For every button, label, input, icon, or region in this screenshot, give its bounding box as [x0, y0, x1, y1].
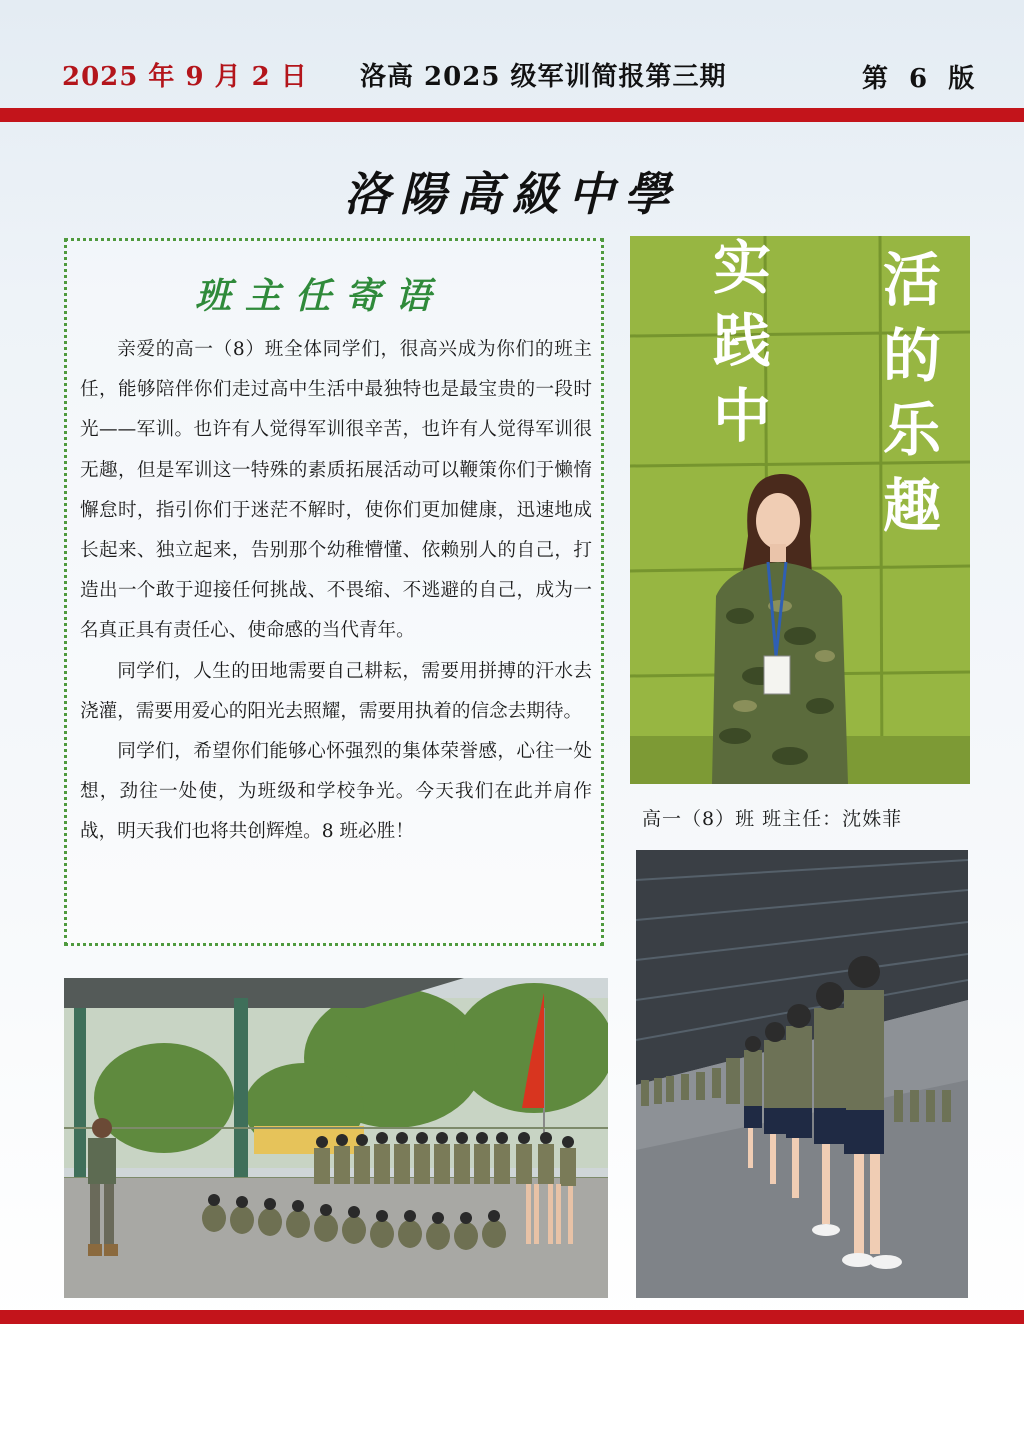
wall-char: 践 [712, 307, 772, 375]
wall-char: 的 [882, 322, 942, 390]
marching-photo [636, 850, 968, 1298]
teacher-photo-caption: 高一（8）班 班主任：沈姝菲 [642, 808, 903, 830]
wall-char: 趣 [882, 472, 942, 540]
top-divider [0, 108, 1024, 122]
letter-paragraph: 亲爱的高一（8）班全体同学们，很高兴成为你们的班主任，能够陪伴你们走过高中生活中最独特也是最宝贵的一段时光——军训。也许有人觉得军训很辛苦，也许有人觉得军训很无趣，但是军训这一特殊的素质拓展活动可以鞭策你们于懒惰懈怠时，指引你们于迷茫不解时，使你们更加健康，迅速地成长起来、独立起来，告别那个幼稚懵懂、依赖别人的自己，打造出一个敢于迎接任何挑战、不畏缩、不逃避的自己，成为一名真正具有责任心、使命感的当代青年。 [80, 339, 592, 642]
letter-paragraph: 同学们，人生的田地需要自己耕耘，需要用拼搏的汗水去浇灌，需要用爱心的阳光去照耀，需要用执着的信念去期待。 [80, 660, 592, 722]
edition-number: 第 6 版 [862, 64, 981, 94]
issue-date: 2025 年 9 月 2 日 [62, 62, 308, 92]
class-group-photo [64, 978, 608, 1298]
letter-body [80, 330, 592, 853]
teacher-photo [630, 236, 970, 784]
newsletter-title: 洛高 2025 级军训简报第三期 [360, 62, 727, 92]
school-masthead: 洛陽高級中學 [344, 167, 680, 221]
wall-char: 活 [882, 246, 942, 314]
bottom-divider [0, 1310, 1024, 1324]
letter-title: 班主任寄语 [194, 275, 445, 317]
wall-char: 中 [712, 382, 772, 450]
letter-paragraph: 同学们，希望你们能够心怀强烈的集体荣誉感，心往一处想，劲往一处使，为班级和学校争光。今天我们在此并肩作战，明天我们也将共创辉煌。8 班必胜！ [80, 741, 592, 843]
wall-char: 乐 [882, 396, 942, 464]
wall-char: 实 [712, 236, 772, 302]
